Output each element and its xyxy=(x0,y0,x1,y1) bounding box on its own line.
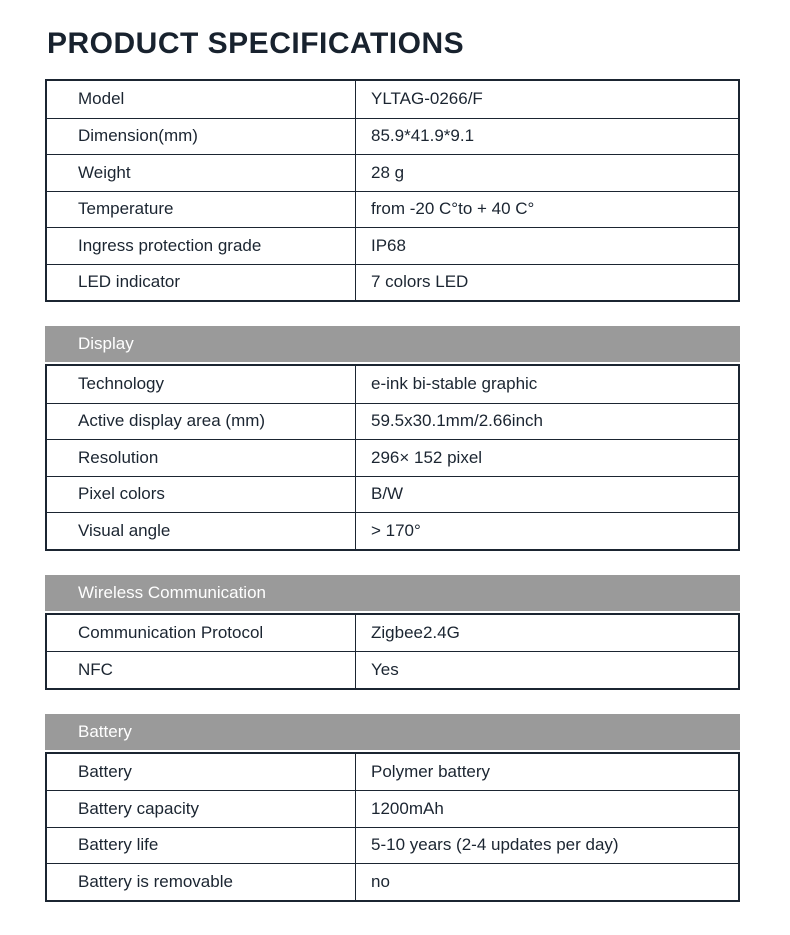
spec-label: Model xyxy=(47,81,356,118)
spec-row xyxy=(47,790,738,827)
spec-label: Communication Protocol xyxy=(47,615,356,652)
spec-label: Battery xyxy=(47,754,356,791)
spec-value: > 170° xyxy=(371,520,421,540)
spec-row xyxy=(47,754,738,791)
spec-table xyxy=(45,613,740,690)
spec-label: NFC xyxy=(47,652,356,688)
spec-label: LED indicator xyxy=(47,265,356,301)
section-general xyxy=(45,79,740,302)
spec-label: Battery capacity xyxy=(47,791,356,827)
spec-value: Yes xyxy=(371,659,399,679)
spec-value: 28 g xyxy=(371,162,405,182)
spec-row xyxy=(47,154,738,191)
spec-table xyxy=(45,752,740,902)
spec-row xyxy=(47,264,738,301)
spec-row xyxy=(47,512,738,549)
spec-label: Weight xyxy=(47,155,356,191)
spec-label: Pixel colors xyxy=(47,477,356,513)
spec-row xyxy=(47,439,738,476)
spec-value: 7 colors LED xyxy=(371,272,469,292)
section-header: Battery xyxy=(45,714,740,750)
spec-value: 85.9*41.9*9.1 xyxy=(371,126,475,146)
spec-value: 1200mAh xyxy=(371,798,444,818)
spec-label: Active display area (mm) xyxy=(47,404,356,440)
spec-table xyxy=(45,364,740,551)
spec-row xyxy=(47,227,738,264)
spec-row xyxy=(47,827,738,864)
spec-label: Technology xyxy=(47,366,356,403)
spec-row xyxy=(47,651,738,688)
spec-label: Battery is removable xyxy=(47,864,356,900)
section-battery xyxy=(45,714,740,902)
section-wireless-communication xyxy=(45,575,740,690)
spec-value: no xyxy=(371,871,390,891)
section-header: Wireless Communication xyxy=(45,575,740,611)
spec-value: B/W xyxy=(371,484,404,504)
spec-value: 296× 152 pixel xyxy=(371,447,483,467)
spec-row xyxy=(47,403,738,440)
spec-row xyxy=(47,476,738,513)
spec-row xyxy=(47,118,738,155)
page-title: PRODUCT SPECIFICATIONS xyxy=(47,27,465,60)
spec-label: Resolution xyxy=(47,440,356,476)
spec-value: IP68 xyxy=(371,235,406,255)
section-header: Display xyxy=(45,326,740,362)
spec-value: from -20 C°to + 40 C° xyxy=(371,199,535,219)
spec-value: Zigbee2.4G xyxy=(371,622,460,642)
spec-row xyxy=(47,366,738,403)
spec-value: 59.5x30.1mm/2.66inch xyxy=(371,411,543,431)
spec-table xyxy=(45,79,740,302)
spec-row xyxy=(47,81,738,118)
spec-row xyxy=(47,191,738,228)
section-display xyxy=(45,326,740,551)
spec-label: Visual angle xyxy=(47,513,356,549)
spec-label: Temperature xyxy=(47,192,356,228)
spec-label: Ingress protection grade xyxy=(47,228,356,264)
spec-row xyxy=(47,863,738,900)
spec-value: 5-10 years (2-4 updates per day) xyxy=(371,835,619,855)
spec-label: Dimension(mm) xyxy=(47,119,356,155)
spec-row xyxy=(47,615,738,652)
spec-label: Battery life xyxy=(47,828,356,864)
spec-value: Polymer battery xyxy=(371,761,491,781)
spec-value: e-ink bi-stable graphic xyxy=(371,374,538,394)
spec-value: YLTAG-0266/F xyxy=(371,89,483,109)
